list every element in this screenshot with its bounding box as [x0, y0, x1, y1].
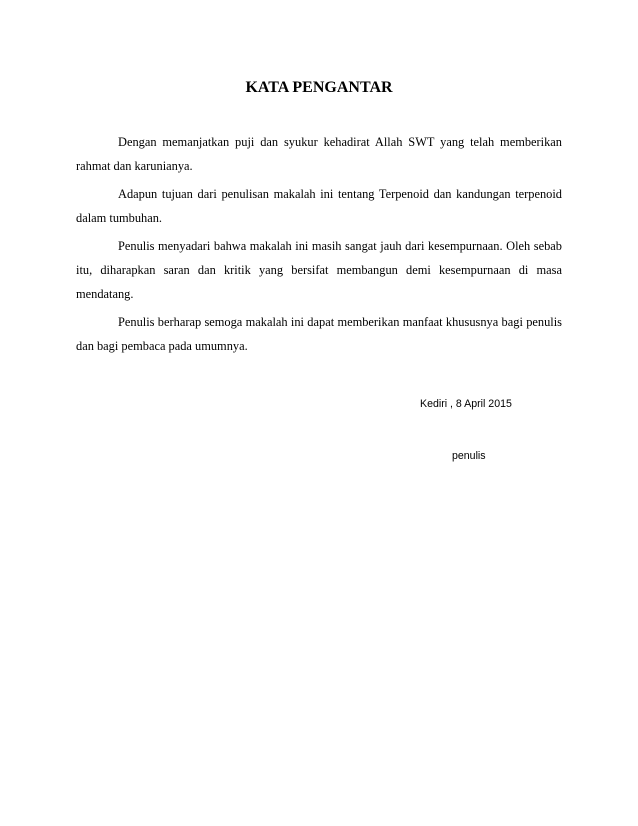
paragraph-4: Penulis berharap semoga makalah ini dapat memberikan manfaat khususnya bagi penulis dan bagi pembaca pada umumnya.: [76, 315, 562, 353]
paragraph-3: Penulis menyadari bahwa makalah ini masih sangat jauh dari kesempurnaan. Oleh sebab itu, diharapkan saran dan kritik yang bersifat membangun demi kesempurnaan di masa mendatang.: [76, 239, 562, 301]
signature-author: penulis: [452, 450, 486, 462]
paragraph-2: Adapun tujuan dari penulisan makalah ini tentang Terpenoid dan kandungan terpenoid dalam tumbuhan.: [76, 187, 562, 225]
paragraph-1: Dengan memanjatkan puji dan syukur kehadirat Allah SWT yang telah memberikan rahmat dan karunianya.: [76, 135, 562, 173]
page-title: KATA PENGANTAR: [245, 79, 393, 96]
signature-place-date: Kediri , 8 April 2015: [420, 398, 512, 410]
